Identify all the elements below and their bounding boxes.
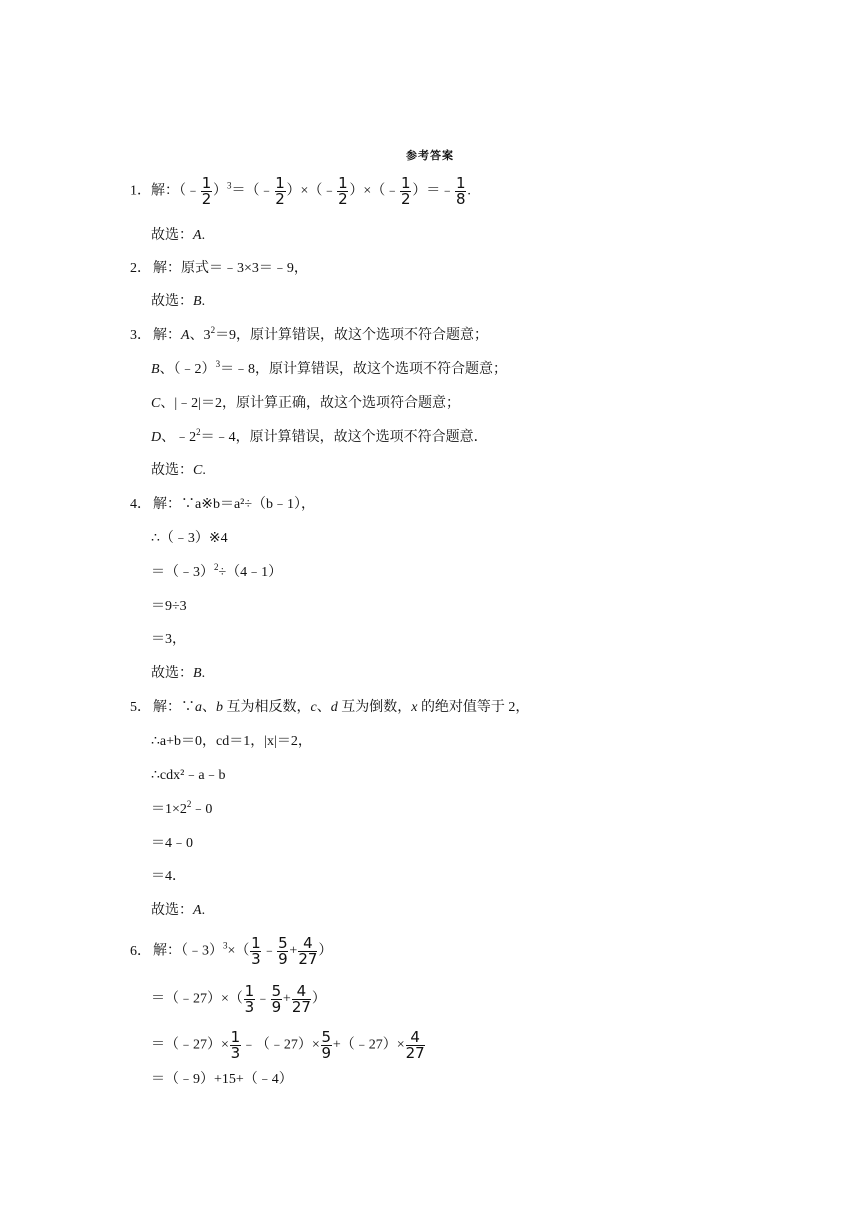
- solution-6-line-2: ＝（﹣27）×（ $\frac{1}{3}$ ﹣ $\frac{5}{9}$ + $\frac{4}{27}$ ）: [151, 982, 326, 1016]
- solution-4-line-2: ∴（﹣3）※4: [151, 531, 228, 546]
- fraction-1-2: $\frac{1}{2}$: [338, 174, 348, 208]
- fraction-5-9: $\frac{5}{9}$: [278, 934, 288, 968]
- fraction-1-8: $\frac{1}{8}$: [456, 174, 466, 208]
- solution-4-choice: 故选：B.: [151, 666, 206, 681]
- fraction-1-3: $\frac{1}{3}$: [244, 982, 255, 1016]
- fraction-1-2: $\frac{1}{2}$: [401, 174, 411, 208]
- fraction-4-27: $\frac{4}{27}$: [291, 982, 311, 1016]
- fraction-1-2: $\frac{1}{2}$: [275, 174, 285, 208]
- solution-4-line-3: ＝（﹣3）$^2$÷（4﹣1）: [151, 562, 283, 580]
- fraction-4-27: $\frac{4}{27}$: [298, 934, 318, 968]
- fraction-5-9: $\frac{5}{9}$: [321, 1028, 332, 1062]
- solution-2-choice: 故选：B.: [151, 294, 206, 309]
- fraction-1-2: $\frac{1}{2}$: [201, 174, 212, 208]
- solution-5-line-1: 5． 解：∵a、b 互为相反数，c、d 互为倒数，x 的绝对值等于 2，: [130, 700, 530, 715]
- solution-5-line-2: ∴a+b＝0，cd＝1，|x|＝2，: [151, 734, 312, 749]
- fraction-1-3: $\frac{1}{3}$: [251, 934, 261, 968]
- solution-2-line: 2． 解：原式＝﹣3×3＝﹣9，: [130, 261, 308, 276]
- solution-3-line-1: 3． 解：A、$3^2=9$，原计算错误，故这个选项不符合题意；: [130, 325, 489, 343]
- solution-4-line-5: ＝3，: [151, 632, 186, 647]
- fraction-5-9: $\frac{5}{9}$: [271, 982, 282, 1016]
- solution-5-choice: 故选：A.: [151, 903, 206, 918]
- solution-6-line-1: 6． 解：（﹣3）$^3$×（ $\frac{1}{3}$ ﹣ $\frac{5}{9}$ + $\frac{4}{27}$ ）: [130, 934, 333, 968]
- solution-6-line-3: ＝（﹣27）× $\frac{1}{3}$ ﹣（﹣27）× $\frac{5}{9}$ +（﹣27）× $\frac{4}{27}$: [151, 1028, 425, 1062]
- solution-3-line-2: B、（﹣2）$^3$＝﹣8，原计算错误，故这个选项不符合题意；: [151, 359, 508, 377]
- solution-5-line-5: ＝4﹣0: [151, 836, 193, 851]
- solution-5-line-6: ＝4．: [151, 869, 186, 884]
- s1-text-a: 1．解：（﹣: [130, 183, 200, 199]
- solution-3-line-3: C、|﹣2|＝2，原计算正确，故这个选项符合题意；: [151, 396, 460, 411]
- page-title: 参考答案: [406, 150, 454, 162]
- fraction-1-3: $\frac{1}{3}$: [230, 1028, 241, 1062]
- solution-4-line-1: 4． 解：∵a※b＝a²÷（b﹣1），: [130, 497, 316, 512]
- solution-1-line: 1．解：（﹣ $\frac{1}{2}$ ）$^3$＝（﹣ $\frac{1}{2}$ ）×（﹣ $\frac{1}{2}$ ）×（﹣ $\frac{1}{2}$ ）＝﹣ $\frac{1}{8}$ .: [130, 174, 471, 208]
- solution-3-choice: 故选：C.: [151, 463, 206, 478]
- solution-1-choice: 故选：A.: [151, 228, 206, 243]
- fraction-4-27: $\frac{4}{27}$: [405, 1028, 425, 1062]
- solution-3-line-4: D、$﹣2^2=﹣4$，原计算错误，故这个选项不符合题意．: [151, 427, 488, 445]
- solution-6-line-4: ＝（﹣9）+15+（﹣4）: [151, 1072, 293, 1087]
- solution-5-line-4: $=1\times 2^2﹣0$: [151, 799, 213, 817]
- solution-4-line-4: ＝9÷3: [151, 599, 187, 614]
- solution-5-line-3: ∴cdx²﹣a﹣b: [151, 768, 226, 783]
